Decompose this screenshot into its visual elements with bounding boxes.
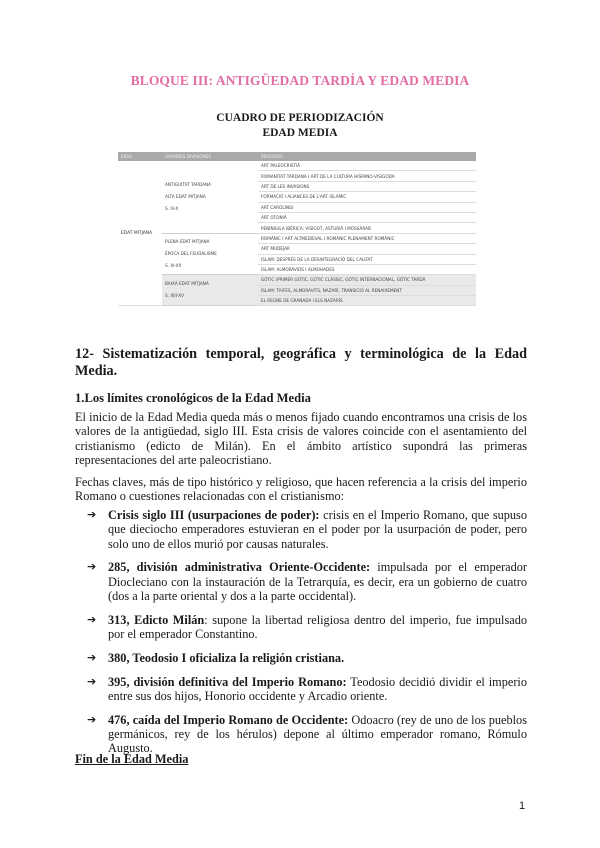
bloque-title: BLOQUE III: ANTIGÜEDAD TARDÍA Y EDAD MEDIA	[130, 73, 470, 88]
era-cell: EDAT MITJANA	[118, 161, 162, 306]
event-item	[75, 675, 527, 704]
event-title: 313, Edicto Milán	[108, 612, 205, 627]
division-line: ALTA EDAT MITJANA	[165, 193, 206, 199]
event-description: crisis en el Imperio Romano, que supuso que dieciocho emperadores estuvieran en el poder por la usurpación de poder, pero solo uno de ellos murió por causas naturales.	[108, 508, 527, 551]
page-number: 1	[519, 800, 526, 812]
period-cell: ISLAM: ALMORÀVIDS I ALMOHADES	[258, 264, 476, 274]
table-row	[118, 275, 476, 285]
event-title: 476, caída del Imperio Romano de Occidente:	[108, 712, 349, 727]
period-cell: ROMANITAT TARDANA I ART DE LA CULTURA HISPANO-VISIGODA	[258, 171, 476, 181]
arrow-right-icon: ➔	[87, 650, 97, 664]
arrow-right-icon: ➔	[87, 508, 97, 521]
period-cell: ISLAM: TAIFES, ALMORAVITS, NAZARÍ, TRANSICIÓ AL RENAIXEMENT	[258, 285, 476, 295]
period-cell: EL REGNE DE GRANADA I ELS NAZARÍS	[258, 296, 476, 306]
division-line: ANTIGUITAT TARDANA	[165, 181, 212, 187]
event-item	[75, 560, 527, 603]
cuadro-subtitle-line: EDAD MEDIA	[262, 127, 338, 139]
division-line: ÈPOCA DEL FEUDALISME	[165, 251, 217, 257]
events-list	[75, 508, 527, 765]
table-header-cell: PERIODOS	[258, 152, 476, 161]
cuadro-title	[0, 111, 600, 141]
table-body	[118, 161, 476, 306]
period-cell: ART MUDÈJAR	[258, 244, 476, 254]
event-item	[75, 713, 527, 756]
arrow-right-icon: ➔	[87, 674, 97, 688]
division-cell	[162, 161, 258, 233]
event-description: : supone la libertad religiosa dentro del imperio, fue impulsado por el emperador Constantino.	[108, 612, 527, 642]
section-heading: 12- Sistematización temporal, geográfica y terminológica de la Edad Media.	[75, 346, 527, 379]
arrow-right-icon: ➔	[87, 560, 97, 574]
period-cell: FORMACIÓ I ALIANCES DE L'ART ISLÀMIC	[258, 192, 476, 202]
event-title: 285, división administrativa Oriente-Occidente:	[108, 560, 371, 575]
cuadro-title-line: CUADRO DE PERIODIZACIÓN	[216, 112, 384, 124]
division-line: S. XI-XII	[165, 263, 182, 269]
event-description: Teodosio decidió dividir el imperio entre sus dos hijos, Honorio occidente y Arcadio oriente.	[108, 674, 527, 703]
event-item	[75, 613, 527, 642]
arrow-right-icon: ➔	[87, 712, 97, 726]
subsection-heading: 1.Los límites cronológicos de la Edad Media	[75, 391, 311, 405]
table-header-cell: ERAS	[118, 152, 162, 161]
division-line: BAIXA EDAT MITJANA	[165, 281, 209, 287]
paragraph-intro: El inicio de la Edad Media queda más o menos fijado cuando encontramos una crisis de los valores de la antigüedad, siglo III. Esta crisis de valores coincide con el asentamiento del cristianismo (edicto de Milán). En el ámbito artístico supondrá las primeras representaciones del arte paleocristiano.	[75, 410, 527, 467]
period-cell: PENÍNSULA IBÈRICA: VISIGOT, ASTURIÀ I MOSSÀRAB	[258, 223, 476, 233]
event-item	[75, 508, 527, 551]
division-line: S. IV-X	[165, 205, 179, 211]
table-header-row	[118, 152, 476, 161]
division-cell	[162, 275, 258, 306]
event-description: impulsada por el emperador Diocleciano con la instauración de la Tetrarquía, es decir, era un gobierno de cuatro (dos a la parte oriental y dos a la parte occidental).	[108, 560, 528, 603]
event-title: 380, Teodosio I oficializa la religión cristiana.	[108, 650, 345, 665]
event-item	[75, 651, 527, 665]
period-cell: ART OTONIÀ	[258, 212, 476, 222]
period-cell: ROMÀNIC I ART ALTMEDIEVAL I ROMÀNIC PLENAMENT ROMÀNIC	[258, 233, 476, 243]
table-row	[118, 233, 476, 243]
period-cell: ART DE LES INVASIONS	[258, 181, 476, 191]
period-cell: ISLAM: DESPRÉS DE LA DESINTEGRACIÓ DEL CALIFAT	[258, 254, 476, 264]
period-cell: ART PALEOCRISTIÀ	[258, 161, 476, 171]
event-title: Crisis siglo III (usurpaciones de poder):	[108, 508, 320, 522]
fin-edad-media-heading: Fin de la Edad Media	[75, 752, 189, 766]
division-line: PLENA EDAT MITJANA	[165, 239, 210, 245]
periodization-table	[118, 152, 476, 306]
division-line: S. XIII-XV	[165, 293, 184, 299]
division-cell	[162, 233, 258, 275]
period-cell: ART CAROLINGI	[258, 202, 476, 212]
paragraph-fechas: Fechas claves, más de tipo histórico y religioso, que hacen referencia a la crisis del imperio Romano o cuestiones relacionadas con el cristianismo:	[75, 475, 527, 504]
event-description: Odoacro (rey de uno de los pueblos germánicos, rey de los hérulos) depone al último emperador romano, Rómulo Augusto.	[108, 712, 527, 756]
arrow-right-icon: ➔	[87, 612, 97, 626]
period-cell: GÒTIC (PRIMER GÒTIC, GÒTIC CLÀSSIC, GÒTIC INTERNACIONAL, GÒTIC TARDÀ	[258, 275, 476, 285]
table-row	[118, 161, 476, 171]
table-header-cell: GRANDES DIVISIONES	[162, 152, 258, 161]
event-title: 395, división definitiva del Imperio Romano:	[108, 674, 347, 689]
